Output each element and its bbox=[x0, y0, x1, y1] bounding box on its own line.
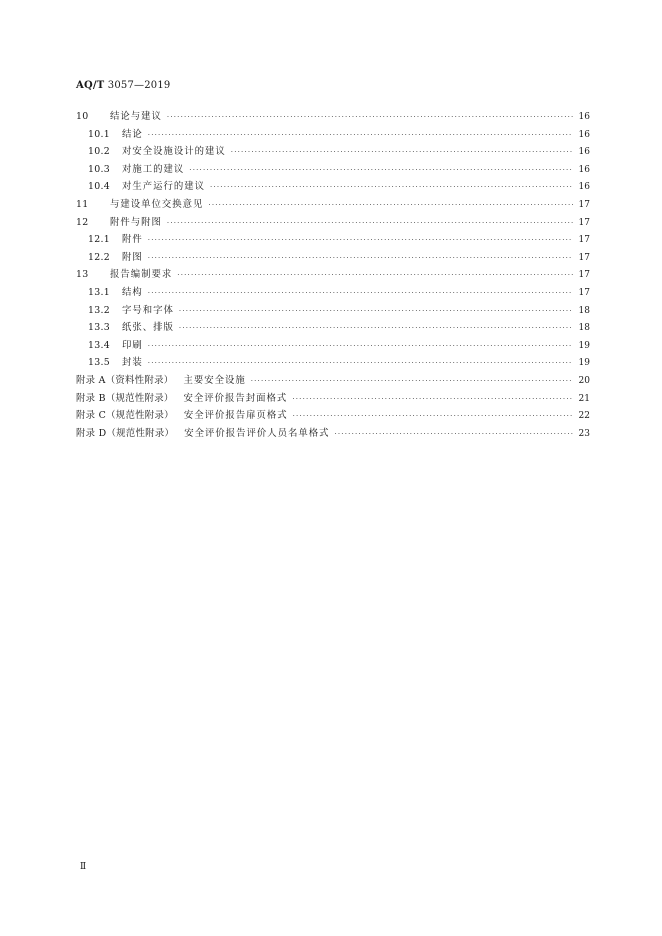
toc-entry[interactable] bbox=[76, 319, 590, 337]
toc-dot-leader bbox=[189, 162, 573, 180]
toc-dot-leader bbox=[208, 197, 573, 215]
table-of-contents bbox=[76, 108, 590, 442]
toc-entry-page: 17 bbox=[578, 217, 590, 228]
toc-entry-title: 字号和字体 bbox=[122, 304, 174, 316]
toc-entry[interactable] bbox=[76, 231, 590, 249]
toc-entry-page: 17 bbox=[578, 252, 590, 263]
toc-entry-title: 对安全设施设计的建议 bbox=[122, 146, 226, 158]
toc-entry[interactable] bbox=[76, 354, 590, 372]
toc-entry-title: 结论 bbox=[122, 128, 143, 140]
toc-entry-page: 22 bbox=[578, 411, 590, 422]
toc-entry-number: 10 bbox=[76, 111, 89, 122]
toc-entry-title: 纸张、排版 bbox=[122, 322, 174, 334]
toc-entry-title: 结构 bbox=[122, 286, 143, 298]
toc-dot-leader bbox=[210, 179, 573, 197]
toc-entry[interactable] bbox=[76, 407, 590, 425]
toc-dot-leader bbox=[148, 250, 573, 268]
toc-dot-leader bbox=[293, 408, 573, 426]
toc-entry-page: 19 bbox=[578, 358, 590, 369]
toc-entry-number: 13.4 bbox=[88, 339, 111, 351]
toc-entry-number: 13 bbox=[76, 269, 89, 281]
toc-entry-page: 17 bbox=[578, 270, 590, 281]
toc-entry-number: 12.2 bbox=[88, 251, 111, 263]
toc-entry-number: 13.3 bbox=[88, 322, 111, 334]
toc-entry-number: 附录 D（规范性附录） bbox=[76, 427, 175, 439]
toc-dot-leader bbox=[251, 373, 573, 391]
toc-entry-title: 对生产运行的建议 bbox=[122, 181, 206, 193]
toc-dot-leader bbox=[292, 391, 573, 409]
toc-entry-number: 13.1 bbox=[88, 286, 111, 298]
toc-entry-page: 16 bbox=[578, 182, 590, 193]
toc-dot-leader bbox=[148, 127, 573, 145]
toc-entry-page: 18 bbox=[578, 323, 590, 334]
toc-entry[interactable] bbox=[76, 425, 590, 443]
toc-entry-title: 主要安全设施 bbox=[183, 374, 246, 386]
toc-entry-title: 报告编制要求 bbox=[110, 269, 173, 281]
toc-dot-leader bbox=[231, 144, 573, 162]
toc-entry-number: 12 bbox=[76, 216, 89, 228]
toc-entry-number: 13.5 bbox=[88, 357, 111, 369]
toc-entry[interactable] bbox=[76, 143, 590, 161]
toc-entry-title: 与建设单位交换意见 bbox=[110, 198, 204, 210]
toc-entry-title: 安全评价报告评价人员名单格式 bbox=[184, 427, 330, 439]
toc-entry-title: 附图 bbox=[122, 251, 143, 263]
page-number: Ⅱ bbox=[80, 862, 86, 872]
toc-dot-leader bbox=[334, 426, 573, 444]
toc-entry-page: 18 bbox=[578, 305, 590, 316]
toc-entry[interactable] bbox=[76, 390, 590, 408]
toc-entry-number: 13.2 bbox=[88, 304, 111, 316]
toc-entry[interactable] bbox=[76, 214, 590, 232]
toc-entry-number: 10.4 bbox=[88, 181, 111, 193]
toc-entry-page: 16 bbox=[578, 129, 590, 140]
toc-entry-title: 封装 bbox=[122, 357, 143, 369]
toc-entry-page: 23 bbox=[578, 428, 590, 439]
standard-prefix: AQ/T bbox=[76, 80, 105, 91]
toc-entry-title: 结论与建议 bbox=[110, 111, 162, 122]
toc-entry-page: 16 bbox=[578, 112, 590, 122]
toc-dot-leader bbox=[167, 109, 573, 127]
toc-dot-leader bbox=[148, 355, 573, 373]
toc-entry-number: 11 bbox=[76, 198, 89, 210]
toc-entry-page: 17 bbox=[578, 199, 590, 210]
toc-entry-page: 17 bbox=[578, 235, 590, 246]
toc-dot-leader bbox=[148, 285, 573, 303]
toc-entry-title: 附件与附图 bbox=[110, 216, 162, 228]
toc-entry-number: 10.1 bbox=[88, 128, 111, 140]
toc-entry[interactable] bbox=[76, 302, 590, 320]
toc-entry-title: 对施工的建议 bbox=[122, 163, 185, 175]
toc-entry[interactable] bbox=[76, 372, 590, 390]
toc-entry-number: 附录 C（规范性附录） bbox=[76, 410, 174, 422]
toc-dot-leader bbox=[148, 338, 573, 356]
toc-entry-page: 19 bbox=[578, 340, 590, 351]
toc-entry[interactable] bbox=[76, 196, 590, 214]
standard-number: 3057—2019 bbox=[107, 80, 171, 91]
toc-dot-leader bbox=[179, 320, 573, 338]
toc-entry[interactable] bbox=[76, 178, 590, 196]
toc-entry-page: 16 bbox=[578, 147, 590, 158]
toc-entry-number: 附录 B（规范性附录） bbox=[76, 392, 174, 404]
toc-dot-leader bbox=[148, 232, 573, 250]
toc-entry-number: 12.1 bbox=[88, 234, 111, 246]
toc-dot-leader bbox=[179, 303, 573, 321]
toc-entry[interactable] bbox=[76, 108, 590, 126]
toc-entry-title: 安全评价报告封面格式 bbox=[183, 392, 288, 404]
toc-dot-leader bbox=[177, 267, 573, 285]
toc-entry[interactable] bbox=[76, 284, 590, 302]
toc-entry-title: 印刷 bbox=[122, 339, 143, 351]
toc-entry-page: 20 bbox=[578, 375, 590, 386]
toc-entry-number: 10.2 bbox=[88, 146, 111, 158]
toc-entry-page: 21 bbox=[578, 393, 590, 404]
toc-entry-page: 17 bbox=[578, 287, 590, 298]
toc-entry-number: 10.3 bbox=[88, 163, 111, 175]
toc-entry[interactable] bbox=[76, 266, 590, 284]
document-header bbox=[76, 80, 170, 91]
toc-entry-title: 安全评价报告扉页格式 bbox=[183, 410, 288, 422]
toc-entry[interactable] bbox=[76, 161, 590, 179]
toc-entry[interactable] bbox=[76, 249, 590, 267]
toc-entry-page: 16 bbox=[578, 164, 590, 175]
toc-dot-leader bbox=[167, 215, 573, 233]
toc-entry[interactable] bbox=[76, 126, 590, 144]
toc-entry-number: 附录 A（资料性附录） bbox=[76, 374, 174, 386]
toc-entry[interactable] bbox=[76, 337, 590, 355]
toc-entry-title: 附件 bbox=[122, 234, 143, 246]
